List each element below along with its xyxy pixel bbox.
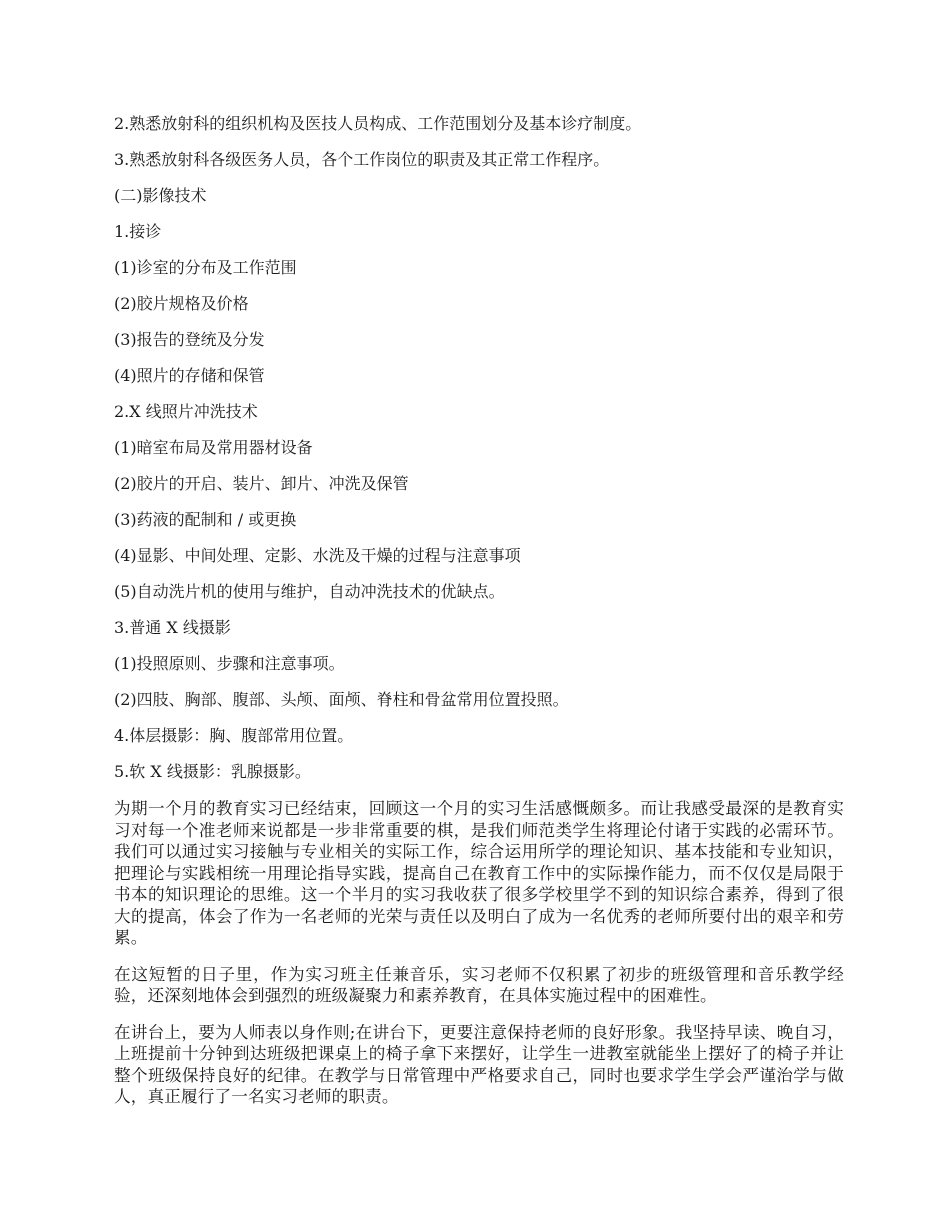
text-line: (2)胶片的开启、装片、卸片、冲洗及保管 [114,474,409,493]
text-line: (1)暗室布局及常用器材设备 [114,438,313,457]
text-line: (2)四肢、胸部、腹部、头颅、面颅、脊柱和骨盆常用位置投照。 [114,690,569,709]
text-line: 5.软 X 线摄影：乳腺摄影。 [114,762,311,781]
document-page [114,108,844,1123]
body-paragraph: 在这短暂的日子里，作为实习班主任兼音乐，实习老师不仅积累了初步的班级管理和音乐教学经验，还深刻地体会到强烈的班级凝聚力和素养教育，在具体实施过程中的困难性。 [114,964,844,1005]
body-paragraph: 在讲台上，要为人师表以身作则;在讲台下，更要注意保持老师的良好形象。我坚持早读、晚自习，上班提前十分钟到达班级把课桌上的椅子拿下来摆好，让学生一进教室就能坐上摆好了的椅子并让整个班级保持良好的纪律。在教学与日常管理中严格要求自己，同时也要求学生学会严谨治学与做人，真正履行了一名实习老师的职责。 [114,1022,844,1106]
text-line: 3.普通 X 线摄影 [114,618,231,637]
text-line: (4)显影、中间处理、定影、水洗及干燥的过程与注意事项 [114,546,521,565]
text-line: 3.熟悉放射科各级医务人员，各个工作岗位的职责及其正常工作程序。 [114,150,610,169]
text-line: 2.X 线照片冲洗技术 [114,402,258,421]
body-paragraph: 为期一个月的教育实习已经结束，回顾这一个月的实习生活感慨颇多。而让我感受最深的是教育实习对每一个准老师来说都是一步非常重要的棋，是我们师范类学生将理论付诸于实践的必需环节。我们可以通过实习接触与专业相关的实际工作，综合运用所学的理论知识、基本技能和专业知识，把理论与实践相统一用理论指导实践，提高自己在教育工作中的实际操作能力，而不仅仅是局限于书本的知识理论的思维。这一个半月的实习我收获了很多学校里学不到的知识综合素养，得到了很大的提高，体会了作为一名老师的光荣与责任以及明白了成为一名优秀的老师所要付出的艰辛和劳累。 [114,799,844,947]
text-line: (4)照片的存储和保管 [114,366,265,385]
text-line: (1)投照原则、步骤和注意事项。 [114,654,345,673]
section-heading: (二)影像技术 [114,186,207,205]
text-line: (3)报告的登统及分发 [114,330,265,349]
text-line: (1)诊室的分布及工作范围 [114,258,297,277]
text-line: (3)药液的配制和 / 或更换 [114,510,297,529]
text-line: (2)胶片规格及价格 [114,294,249,313]
text-line: (5)自动洗片机的使用与维护，自动冲洗技术的优缺点。 [114,582,505,601]
text-line: 4.体层摄影：胸、腹部常用位置。 [114,726,354,745]
text-line: 2.熟悉放射科的组织机构及医技人员构成、工作范围划分及基本诊疗制度。 [114,114,642,133]
text-line: 1.接诊 [114,222,162,241]
